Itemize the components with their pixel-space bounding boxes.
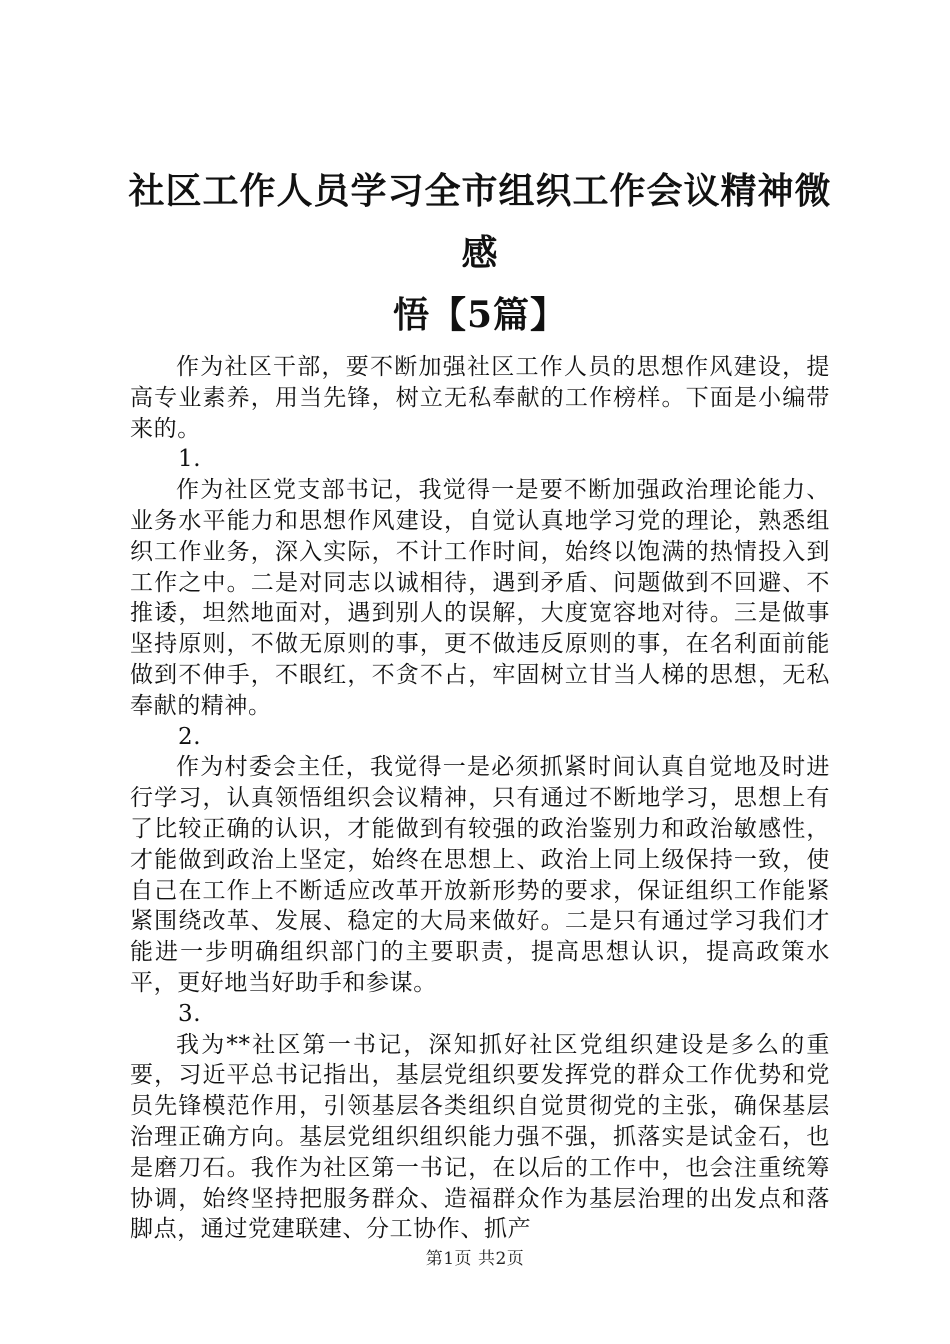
document-title bbox=[120, 160, 840, 346]
title-line-1: 社区工作人员学习全市组织工作会议精神微感 bbox=[128, 170, 832, 274]
section-number-3: 3. bbox=[178, 1000, 202, 1027]
section-number-2: 2. bbox=[178, 723, 202, 750]
section-text-2: 作为村委会主任，我觉得一是必须抓紧时间认真自觉地及时进行学习，认真领悟组织会议精神，只有通过不断地学习，思想上有了比较正确的认识，才能做到有较强的政治鉴别力和政治敏感性，才能做到政治上坚定，始终在思想上、政治上同上级保持一致，使自己在工作上不断适应改革开放新形势的要求，保证组织工作能紧紧围绕改革、发展、稳定的大局来做好。二是只有通过学习我们才能进一步明确组织部门的主要职责，提高思想认识，提高政策水平，更好地当好助手和参谋。 bbox=[130, 754, 830, 996]
document-page bbox=[130, 160, 830, 1245]
section-number-1: 1. bbox=[178, 446, 202, 473]
section-text-1: 作为社区党支部书记，我觉得一是要不断加强政治理论能力、业务水平能力和思想作风建设，自觉认真地学习党的理论，熟悉组织工作业务，深入实际，不计工作时间，始终以饱满的热情投入到工作之中。二是对同志以诚相待，遇到矛盾、问题做到不回避、不推诿，坦然地面对，遇到别人的误解，大度宽容地对待。三是做事坚持原则，不做无原则的事，更不做违反原则的事，在名利面前能做到不伸手，不眼红，不贪不占，牢固树立甘当人梯的思想，无私奉献的精神。 bbox=[130, 477, 830, 719]
intro-paragraph: 作为社区干部，要不断加强社区工作人员的思想作风建设，提高专业素养，用当先锋，树立无私奉献的工作榜样。下面是小编带来的。 bbox=[130, 354, 830, 442]
document-body bbox=[130, 352, 830, 1245]
title-line-2: 悟【5篇】 bbox=[392, 294, 568, 336]
section-text-3: 我为**社区第一书记，深知抓好社区党组织建设是多么的重要，习近平总书记指出，基层党组织要发挥党的群众工作优势和党员先锋模范作用，引领基层各类组织自觉贯彻党的主张，确保基层治理正确方向。基层党组织组织能力强不强，抓落实是试金石，也是磨刀石。我作为社区第一书记，在以后的工作中，也会注重统筹协调，始终坚持把服务群众、造福群众作为基层治理的出发点和落脚点，通过党建联建、分工协作、抓产 bbox=[130, 1031, 830, 1243]
page-footer: 第1页 共2页 bbox=[425, 1249, 525, 1269]
